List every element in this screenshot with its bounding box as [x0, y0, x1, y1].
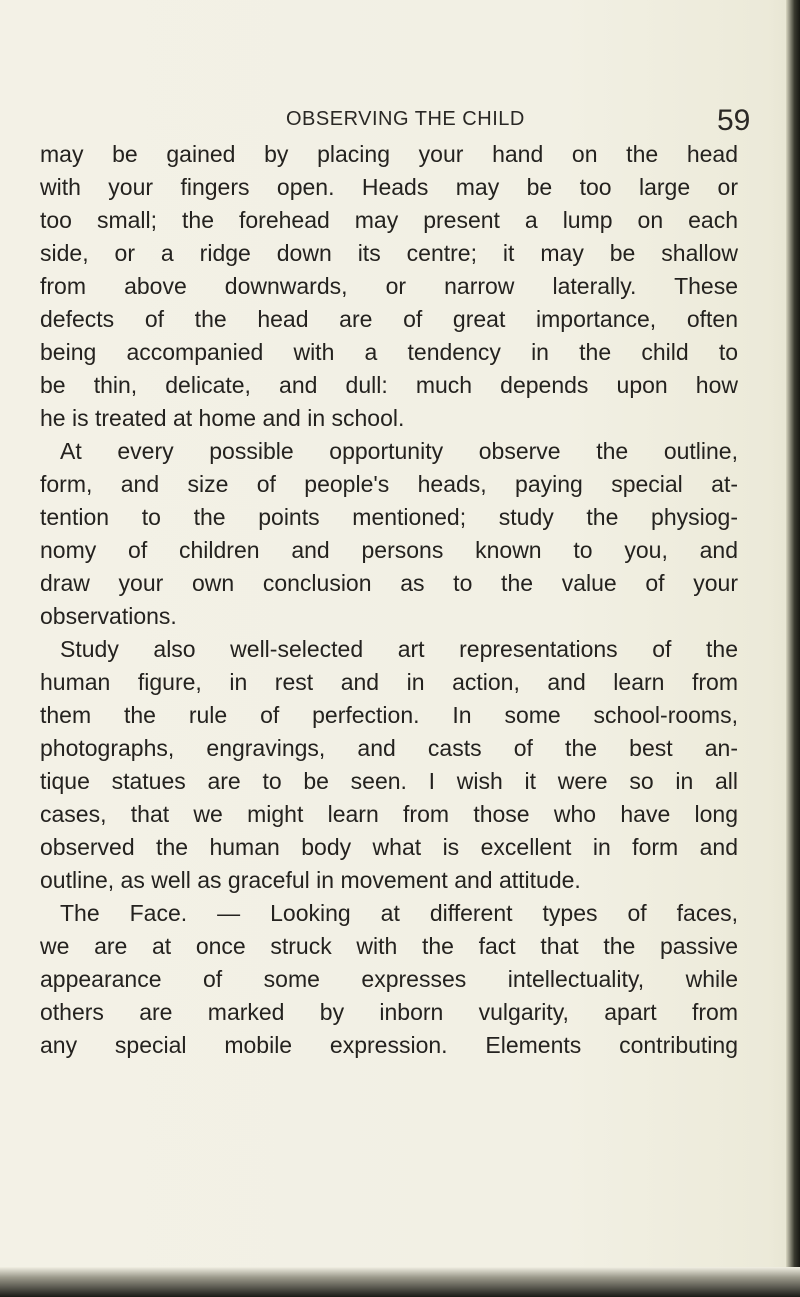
- text-line: we are at once struck with the fact that the passive: [40, 933, 738, 959]
- text-line: he is treated at home and in school.: [40, 405, 405, 431]
- page-number: 59: [717, 104, 751, 137]
- text-line: appearance of some expresses intellectuality, while: [40, 966, 738, 992]
- text-line: with your fingers open. Heads may be too large or: [40, 174, 738, 200]
- text-line: Study also well-selected art representations of the: [60, 636, 738, 662]
- text-line: being accompanied with a tendency in the child to: [40, 339, 738, 365]
- page-edge-shadow-right: [786, 0, 800, 1297]
- text-line: others are marked by inborn vulgarity, apart from: [40, 999, 738, 1025]
- running-head: OBSERVING THE CHILD: [286, 108, 525, 130]
- text-line: be thin, delicate, and dull: much depends upon how: [40, 372, 738, 398]
- text-line: The Face. — Looking at different types of faces,: [60, 900, 738, 926]
- body-text: [40, 138, 738, 1062]
- text-line: outline, as well as graceful in movement and attitude.: [40, 867, 581, 893]
- text-line: side, or a ridge down its centre; it may be shallow: [40, 240, 738, 266]
- text-line: cases, that we might learn from those who have long: [40, 801, 738, 827]
- text-line: nomy of children and persons known to you, and: [40, 537, 738, 563]
- text-line: form, and size of people's heads, paying special at-: [40, 471, 738, 497]
- text-line: photographs, engravings, and casts of the best an-: [40, 735, 738, 761]
- page-edge-shadow-bottom: [0, 1267, 800, 1297]
- text-line: observations.: [40, 603, 177, 629]
- text-line: draw your own conclusion as to the value of your: [40, 570, 738, 596]
- text-line: any special mobile expression. Elements contributing: [40, 1032, 738, 1058]
- text-line: defects of the head are of great importance, often: [40, 306, 738, 332]
- text-line: At every possible opportunity observe the outline,: [60, 438, 738, 464]
- text-line: from above downwards, or narrow laterally. These: [40, 273, 738, 299]
- text-line: human figure, in rest and in action, and learn from: [40, 669, 738, 695]
- text-line: tique statues are to be seen. I wish it were so in all: [40, 768, 738, 794]
- text-line: them the rule of perfection. In some school-rooms,: [40, 702, 738, 728]
- text-line: observed the human body what is excellent in form and: [40, 834, 738, 860]
- text-line: may be gained by placing your hand on the head: [40, 141, 738, 167]
- text-line: too small; the forehead may present a lump on each: [40, 207, 738, 233]
- text-line: tention to the points mentioned; study the physiog-: [40, 504, 738, 530]
